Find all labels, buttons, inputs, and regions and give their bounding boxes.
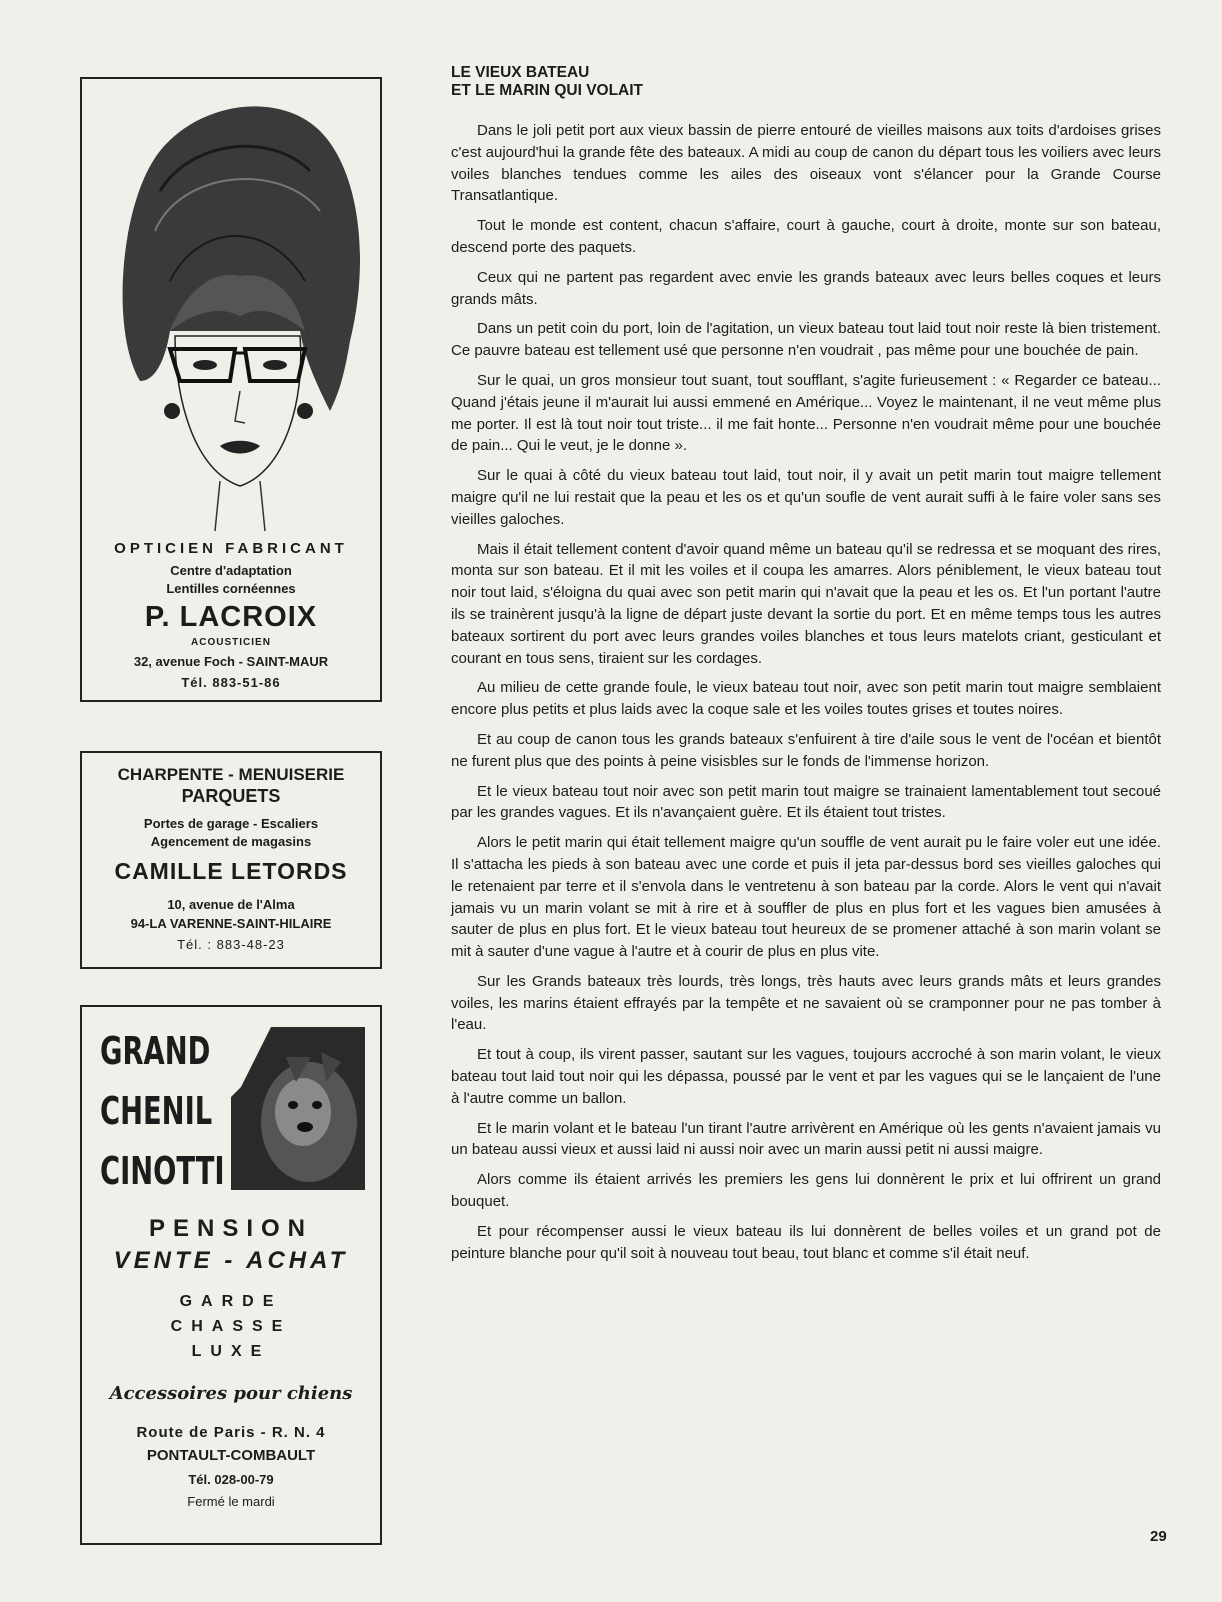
carpentry-name: CAMILLE LETORDS <box>114 858 348 884</box>
article-paragraph: Tout le monde est content, chacun s'affaire, court à gauche, court à droite, monte sur son bateau, descend porte des paquets. <box>451 217 1161 256</box>
story-article <box>451 64 1161 1272</box>
article-title-line-1: LE VIEUX BATEAU <box>451 64 590 81</box>
article-paragraph: Ceux qui ne partent pas regardent avec envie les grands bateaux avec leurs belles coques et leurs grands mâts. <box>451 268 1161 308</box>
optician-title: OPTICIEN FABRICANT <box>114 540 348 557</box>
kennel-garde: GARDE <box>179 1293 283 1310</box>
article-paragraph: Et le vieux bateau tout noir avec son petit marin tout maigre se trainaient lamentablement tout secoué par les grandes vagues. Et ils n'avançaient guère. Et ils étaient tout tristes. <box>451 782 1161 822</box>
kennel-sale: VENTE - ACHAT <box>113 1247 349 1274</box>
carpentry-line-1: CHARPENTE - MENUISERIE <box>117 765 345 784</box>
page-number: 29 <box>1150 1528 1167 1545</box>
optician-ad <box>80 77 382 702</box>
optician-name: P. LACROIX <box>144 601 318 633</box>
kennel-name-2: CHENIL <box>100 1089 213 1133</box>
article-paragraph: Dans le joli petit port aux vieux bassin de pierre entouré de vieilles maisons aux toits d'ardoises grises c'est aujourd'hui la grande fête des bateaux. A midi au coup de canon du départ tous les voiliers avec leurs voiles blanches tendues comme les ailes des oiseaux vont s'élancer pour la Grande Course Transatlantique. <box>451 122 1161 205</box>
article-paragraph: Dans un petit coin du port, loin de l'agitation, un vieux bateau tout laid tout noir reste là bien tristement. Ce pauvre bateau est tellement usé que personne n'en voudrait , pas même pour une bouchée de pain. <box>451 320 1161 360</box>
carpentry-phone: Tél. : 883-48-23 <box>177 937 285 952</box>
optician-line-1: Centre d'adaptation <box>170 563 292 578</box>
kennel-accessories: Accessoires pour chiens <box>109 1383 353 1404</box>
article-paragraph: Mais il était tellement content d'avoir quand même un bateau qu'il se redressa et se moquant des rires, monta sur son bateau. Et il mit les voiles et il coupa les amarres. Alors péniblement, le vieux bateau tout noir tout laid, s'éloigna du quai avec son petit marin qui n'avait que la peau et les os. Et l'un portant l'autre ils se trainèrent jusqu'à la ligne de départ juste devant la sortie du port. Et en même temps tous les autres bateaux sortirent du port avec leurs grandes voiles blanches et tous leurs matelots criant, gesticulant et courant en tous sens, tiraient sur les cordages. <box>451 540 1161 667</box>
dog-photo <box>231 1027 365 1190</box>
optician-phone: Tél. 883-51-86 <box>181 675 281 690</box>
article-paragraph: Et pour récompenser aussi le vieux bateau ils lui donnèrent de belles voiles et un grand pot de peinture blanche pour qu'il soit à nouveau tout beau, tout blanc et comme s'il était neuf. <box>451 1222 1161 1262</box>
article-paragraph: Et tout à coup, ils virent passer, sautant sur les vagues, toujours accroché à son marin volant, le vieux bateau tout laid tout noir qui les dépassa, poussé par le vent et par les vagues qui se le lançaient de l'une à l'autre comme un ballon. <box>451 1046 1161 1107</box>
optician-address: 32, avenue Foch - SAINT-MAUR <box>133 654 329 669</box>
kennel-luxe: LUXE <box>191 1343 271 1360</box>
kennel-route: Route de Paris - R. N. 4 <box>136 1424 326 1441</box>
carpentry-address-1: 10, avenue de l'Alma <box>167 897 295 912</box>
carpentry-line-3: Portes de garage - Escaliers <box>143 816 319 831</box>
article-paragraph: Et au coup de canon tous les grands bateaux s'enfuirent à tire d'aile sous le vent de l'océan et bientôt ne furent plus que des points à peine visisbles sur le fonds de l'immense horizon. <box>451 730 1161 770</box>
kennel-ad <box>80 1005 382 1545</box>
kennel-chasse: CHASSE <box>170 1318 292 1335</box>
kennel-pension: PENSION <box>148 1215 314 1242</box>
kennel-name-1: GRAND <box>100 1029 211 1073</box>
article-paragraph: Sur le quai, un gros monsieur tout suant, tout soufflant, s'agite furieusement : « Regarder ce bateau... Quand j'étais jeune il m'aurait lui aussi emmené en Amérique... Voyez le maintenant, il ne veut même plus me porter. Il est là tout noir tout triste... il me fait honte... Personne n'en voudrait même pour une bouchée de pain... Qui le veut, je le donne ». <box>451 371 1161 455</box>
carpentry-ad <box>80 751 382 969</box>
article-paragraph: Alors le petit marin qui était tellement maigre qu'un souffle de vent aurait pu le faire voler eut une idée. Il s'attacha les pieds à son bateau avec une corde et puis il jeta par-dessus bord ses vieilles galoches qui le retenaient par terre et il s'envola dans le ventretenu à son bateau par la corde. Alors le vent qui n'avait jamais vu un marin volant se mit à rire et à souffler de plus en plus fort et les vagues bien amusées à sauter de plus en plus fort. Et le vieux bateau tout heureux de se promener attaché à son marin volant se mit à sauter d'une vague à l'autre et à courir de plus en plus vite. <box>451 834 1161 961</box>
article-paragraph: Et le marin volant et le bateau l'un tirant l'autre arrivèrent en Amérique où les gents n'avaient jamais vu un bateau aussi vieux et aussi laid ni aussi noir avec un marin aussi petit ni aussi maigre. <box>451 1119 1161 1159</box>
kennel-city: PONTAULT-COMBAULT <box>146 1447 316 1464</box>
article-paragraph: Au milieu de cette grande foule, le vieux bateau tout noir, avec son petit marin tout maigre semblaient encore plus petits et plus laids avec la coque sale et les voiles toutes grises et toutes noires. <box>451 679 1161 719</box>
kennel-name-3: CINOTTI <box>100 1149 225 1193</box>
carpentry-line-4: Agencement de magasins <box>150 834 312 849</box>
article-paragraph: Alors comme ils étaient arrivés les premiers les gens lui donnèrent le prix et lui offrirent un grand bouquet. <box>451 1171 1161 1211</box>
article-title-line-2: ET LE MARIN QUI VOLAIT <box>451 82 644 99</box>
kennel-closed-day: Fermé le mardi <box>187 1494 275 1509</box>
article-paragraph: Sur les Grands bateaux très lourds, très longs, très hauts avec leurs grands mâts et leurs grandes voiles, les marins étaient effrayés par la tempête et ne savaient où se cramponner pour ne pas tomber à l'eau. <box>451 972 1161 1034</box>
woman-with-glasses-illustration <box>100 81 366 591</box>
kennel-phone: Tél. 028-00-79 <box>188 1472 274 1487</box>
article-paragraph: Sur le quai à côté du vieux bateau tout laid, tout noir, il y avait un petit marin tout maigre tellement maigre qu'il ne lui restait que la peau et les os et qu'un soufle de vent aurait suffi à le faire voler sans ses vieilles galoches. <box>451 467 1161 528</box>
optician-line-2: Lentilles cornéennes <box>166 581 296 596</box>
carpentry-address-2: 94-LA VARENNE-SAINT-HILAIRE <box>130 916 332 931</box>
carpentry-line-2: PARQUETS <box>181 786 281 806</box>
optician-profession: ACOUSTICIEN <box>191 637 271 648</box>
